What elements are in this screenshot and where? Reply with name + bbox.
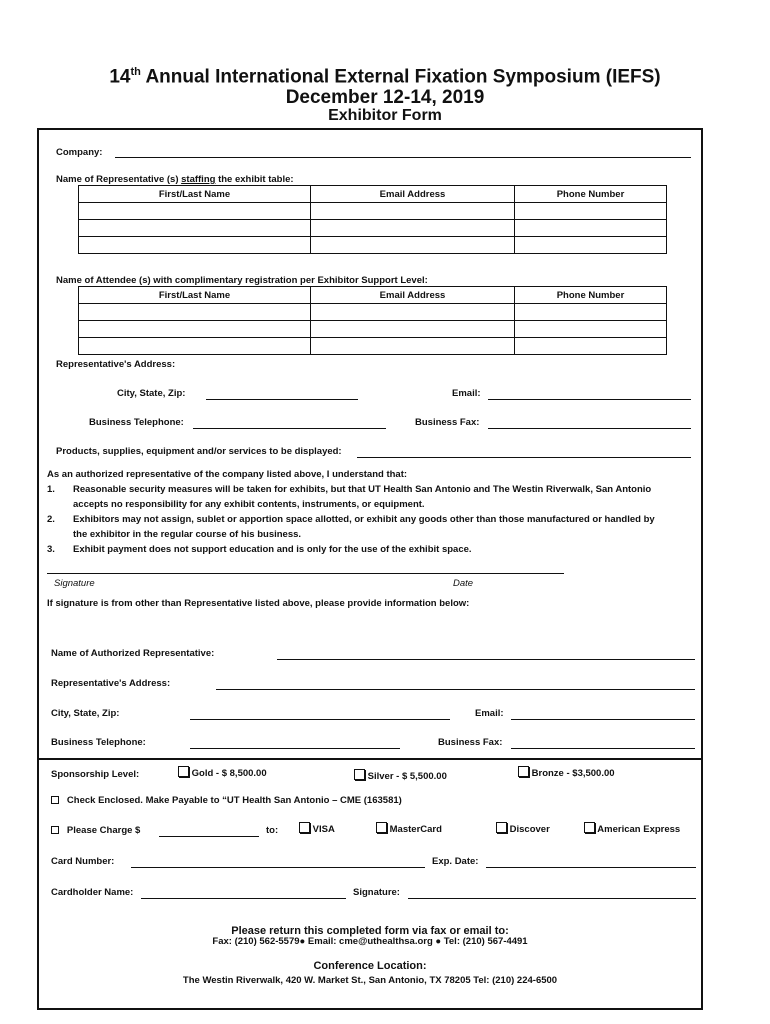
authorized-phone-label: Business Telephone: [51,737,146,748]
table-cell[interactable] [79,304,311,321]
form-subtitle: Exhibitor Form [328,107,442,124]
reps-caption: Name of Representative (s) staffing the exhibit table: [56,174,294,185]
table-cell[interactable] [311,321,515,338]
table-row [79,304,667,321]
col-header-name: First/Last Name [79,287,311,304]
table-cell[interactable] [515,321,667,338]
contact-info: Fax: (210) 562-5579● Email: cme@uthealthsa.org ● Tel: (210) 567-4491 [212,936,528,947]
card-signature-field[interactable] [408,898,696,899]
company-field[interactable] [115,157,691,158]
authorized-name-label: Name of Authorized Representative: [51,648,215,659]
table-row [79,338,667,355]
attendee-table [78,286,667,355]
table-cell[interactable] [79,203,311,220]
checkbox-icon[interactable] [376,822,387,833]
checkbox-icon[interactable] [51,826,59,834]
check-enclosed-option[interactable]: Check Enclosed. Make Payable to “UT Health San Antonio – CME (163581) [51,795,402,806]
city-field[interactable] [206,399,358,400]
checkbox-icon[interactable] [299,822,310,833]
authorized-phone-field[interactable] [190,748,400,749]
table-cell[interactable] [311,304,515,321]
authorized-city-field[interactable] [190,719,450,720]
authorized-address-field[interactable] [216,689,695,690]
event-dates: December 12-14, 2019 [285,87,485,108]
location-label: Conference Location: [313,960,427,972]
signature-note: If signature is from other than Representative listed above, please provide information below: [47,598,470,609]
table-row [79,220,667,237]
term-number: 1. [47,484,55,495]
card-signature-label: Signature: [353,887,400,898]
return-note: Please return this completed form via fax or email to: [231,925,509,937]
rep-address-label: Representative's Address: [56,359,176,370]
location-info: The Westin Riverwalk, 420 W. Market St., San Antonio, TX 78205 Tel: (210) 224-6500 [182,975,558,986]
checkbox-icon[interactable] [354,769,365,780]
table-header-row [79,186,667,203]
authorized-fax-label: Business Fax: [438,737,503,748]
charge-amount-field[interactable] [159,836,259,837]
cardholder-field[interactable] [141,898,346,899]
attendee-caption: Name of Attendee (s) with complimentary registration per Exhibitor Support Level: [56,275,428,286]
phone-field[interactable] [193,428,386,429]
authorized-email-field[interactable] [511,719,695,720]
sponsorship-gold[interactable]: Gold - $ 8,500.00 [178,766,267,779]
authorized-email-label: Email: [475,708,504,719]
charge-to-label: to: [266,825,279,836]
table-row [79,203,667,220]
products-label: Products, supplies, equipment and/or services to be displayed: [56,446,342,457]
checkbox-icon[interactable] [584,822,595,833]
authorized-city-label: City, State, Zip: [51,708,120,719]
authorized-name-field[interactable] [277,659,695,660]
form-title: 14th Annual International External Fixation Symposium (IEFS) [109,66,661,88]
checkbox-icon[interactable] [51,796,59,804]
signature-field[interactable] [47,573,564,574]
table-cell[interactable] [515,237,667,254]
city-label: City, State, Zip: [117,388,186,399]
table-cell[interactable] [79,237,311,254]
table-cell[interactable] [311,237,515,254]
fax-field[interactable] [488,428,691,429]
checkbox-icon[interactable] [496,822,507,833]
table-cell[interactable] [79,220,311,237]
card-number-field[interactable] [131,867,425,868]
table-row [79,321,667,338]
date-label: Date [453,578,474,589]
sponsorship-silver[interactable]: Silver - $ 5,500.00 [354,769,447,782]
fax-label: Business Fax: [415,417,480,428]
table-cell[interactable] [515,220,667,237]
term-item: Exhibitors may not assign, sublet or apportion space allotted, or exhibit any goods other than those manufactured or handled by the exhibitor in the regular course of his business. [73,514,655,540]
sponsorship-label: Sponsorship Level: [51,769,140,780]
term-number: 3. [47,544,55,555]
cardholder-label: Cardholder Name: [51,887,134,898]
table-cell[interactable] [515,304,667,321]
col-header-phone: Phone Number [515,186,667,203]
table-cell[interactable] [515,203,667,220]
phone-label: Business Telephone: [89,417,184,428]
col-header-phone: Phone Number [515,287,667,304]
table-row [79,237,667,254]
col-header-email: Email Address [311,186,515,203]
authorized-address-label: Representative's Address: [51,678,171,689]
table-cell[interactable] [311,203,515,220]
products-field[interactable] [357,457,691,458]
email-field[interactable] [488,399,691,400]
term-item: Reasonable security measures will be taken for exhibits, but that UT Health San Antonio and The Westin Riverwalk, San Antonio accepts no responsibility for any exhibit contents, instruments, or equipment. [73,484,652,510]
authorized-fax-field[interactable] [511,748,695,749]
signature-label: Signature [54,578,95,589]
table-cell[interactable] [515,338,667,355]
company-label: Company: [56,147,103,158]
table-cell[interactable] [79,321,311,338]
email-label: Email: [452,388,481,399]
checkbox-icon[interactable] [518,766,529,777]
sponsorship-bronze[interactable]: Bronze - $3,500.00 [518,766,615,779]
card-number-label: Card Number: [51,856,115,867]
table-cell[interactable] [79,338,311,355]
card-mastercard[interactable]: MasterCard [376,822,442,835]
card-amex[interactable]: American Express [584,822,680,835]
exp-date-field[interactable] [486,867,696,868]
reps-table [78,185,667,254]
checkbox-icon[interactable] [178,766,189,777]
charge-option[interactable]: Please Charge $ [51,825,140,836]
terms-intro: As an authorized representative of the company listed above, I understand that: [47,469,408,480]
col-header-name: First/Last Name [79,186,311,203]
table-cell[interactable] [311,338,515,355]
card-discover[interactable]: Discover [496,822,550,835]
table-header-row [79,287,667,304]
term-item: Exhibit payment does not support education and is only for the use of the exhibit space. [73,544,472,555]
col-header-email: Email Address [311,287,515,304]
table-cell[interactable] [311,220,515,237]
exp-date-label: Exp. Date: [432,856,479,867]
term-number: 2. [47,514,55,525]
card-visa[interactable]: VISA [299,822,335,835]
